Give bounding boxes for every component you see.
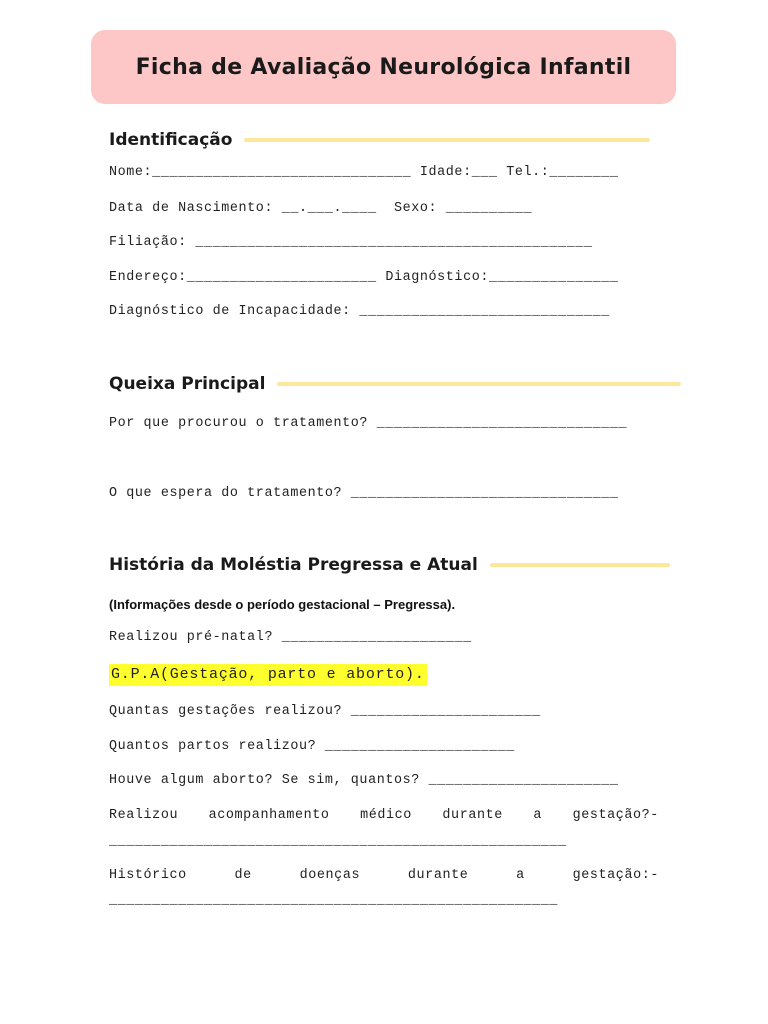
field-filiacao[interactable]: Filiação: ______________________________________________ (109, 235, 593, 250)
gpa-highlight: G.P.A(Gestação, parto e aborto). (109, 664, 427, 686)
gestational-note: (Informações desde o período gestacional – Pregressa). (109, 597, 456, 612)
title-banner (91, 30, 676, 104)
field-prenatal[interactable]: Realizou pré-natal? ______________________ (109, 630, 472, 645)
word: durante (407, 868, 469, 883)
word: Histórico (109, 868, 187, 883)
field-doencas-label (109, 868, 659, 883)
field-diagnostico-incapacidade[interactable]: Diagnóstico de Incapacidade: _____________________________ (109, 304, 610, 319)
word: acompanhamento (208, 808, 330, 823)
word: a (516, 868, 525, 883)
word: durante (442, 808, 503, 823)
field-gestacoes[interactable]: Quantas gestações realizou? ______________________ (109, 704, 541, 719)
field-nome-idade-tel[interactable]: Nome:______________________________ Idade:___ Tel.:________ (109, 165, 619, 180)
word: doenças (299, 868, 361, 883)
field-motivo-tratamento[interactable]: Por que procurou o tratamento? _____________________________ (109, 416, 628, 431)
section-rule (490, 563, 670, 567)
word: de (234, 868, 252, 883)
section-title: Queixa Principal (109, 374, 266, 394)
word: gestação?- (572, 808, 659, 823)
section-title: Identificação (109, 130, 233, 150)
field-acompanhamento[interactable]: _____________________________________________________ (109, 834, 567, 849)
word: a (533, 808, 543, 823)
field-partos[interactable]: Quantos partos realizou? ______________________ (109, 739, 515, 754)
word: Realizou (109, 808, 179, 823)
word: gestação:- (572, 868, 659, 883)
field-endereco-diagnostico[interactable]: Endereço:______________________ Diagnóstico:_______________ (109, 270, 619, 285)
field-acompanhamento-label (109, 808, 659, 823)
section-title: História da Moléstia Pregressa e Atual (109, 555, 478, 575)
field-expectativa-tratamento[interactable]: O que espera do tratamento? _______________________________ (109, 486, 619, 501)
section-queixa-header (109, 374, 681, 394)
section-rule (277, 382, 681, 386)
page-title: Ficha de Avaliação Neurológica Infantil (135, 54, 632, 80)
word: médico (360, 808, 412, 823)
field-doencas[interactable]: ____________________________________________________ (109, 893, 559, 908)
section-rule (244, 138, 650, 142)
section-identificacao-header (109, 130, 650, 150)
section-historia-header (109, 555, 670, 575)
field-nascimento-sexo[interactable]: Data de Nascimento: __.___.____ Sexo: __________ (109, 201, 533, 216)
field-aborto[interactable]: Houve algum aborto? Se sim, quantos? ______________________ (109, 773, 619, 788)
